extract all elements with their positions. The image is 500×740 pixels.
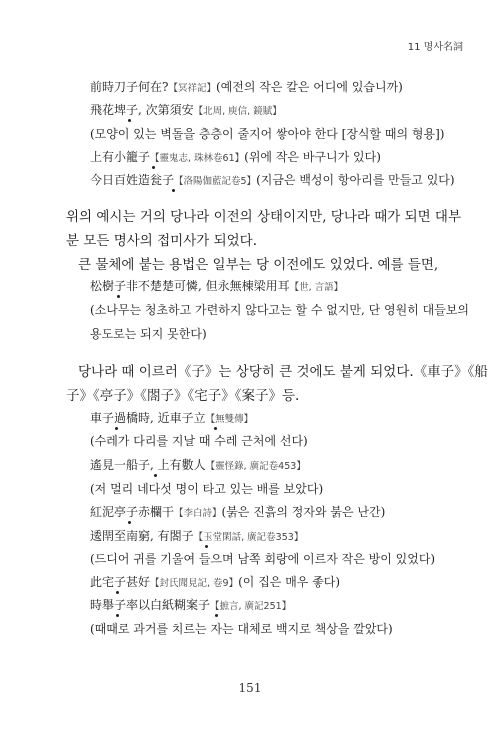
emphasis-dot [205,545,208,548]
source-citation: 【靈鬼志, 珠林卷61】 [150,153,245,164]
emphasis-dot [154,474,157,477]
source-citation: 【封氏聞見記, 卷9】 [150,578,239,589]
source-citation: 【玉堂閑話, 廣記卷353】 [193,532,304,543]
translation-line [90,432,308,449]
translation: (붉은 진흙의 정자와 붉은 난간) [221,505,386,519]
translation: (소나무는 청초하고 가련하지 않다고는 할 수 없지만, 단 영원히 대들보의 [90,303,469,317]
emphasis-dot [214,427,217,430]
source-citation: 【李白詩】 [174,508,222,519]
example-line [90,101,282,118]
translation-line [90,301,469,318]
source-citation: 【摭言, 廣記251】 [210,601,292,612]
emphasis-dot [117,295,120,298]
translation: (수레가 다리를 지날 때 수레 근처에 선다) [90,434,308,448]
body-paragraph-line: 분 모든 명사의 접미사가 되었다. [66,233,257,249]
example-line [90,503,385,520]
example-line [90,171,455,188]
source-citation: 【北周, 庾信, 鏡賦】 [193,106,282,117]
example-text: 逶閈至南窮, 有閤子 [90,529,194,543]
example-line [90,148,381,165]
translation: (모양이 있는 벽돌을 층층이 줄지어 쌓아야 한다 [장식할 때의 형용]) [90,127,445,141]
source-citation: 【無雙傳】 [205,414,254,425]
example-line [90,596,291,613]
example-text: 松樹子非不楚楚可憐, 但永無棟梁用耳 [90,279,290,293]
example-text: 車子過橋時, 近車子立 [90,411,206,425]
body-paragraph-line: 위의 예시는 거의 당나라 이전의 상태이지만, 당나라 때가 되면 대부 [66,209,462,225]
translation-line [90,620,393,637]
example-line [90,277,343,294]
example-text: 上有小籠子 [90,150,151,164]
example-text: 飛花埤子, 次第須安 [90,103,194,117]
translation-line [90,550,435,567]
example-line [90,456,306,473]
example-text: 此宅子甚好 [90,575,151,589]
body-paragraph-line: 당나라 때 이르러《子》는 상당히 큰 것에도 붙게 되었다.《車子》《船 [78,364,488,380]
emphasis-dot [128,119,131,122]
emphasis-dot [128,521,131,524]
translation: (저 멀리 네다섯 명이 타고 있는 배를 보았다) [90,482,324,496]
emphasis-dot [116,591,119,594]
body-paragraph-line: 큰 물체에 붙는 용법은 일부는 당 이전에도 있었다. 예를 들면, [78,257,439,273]
source-citation: 【世, 言語】 [289,282,344,293]
example-line [90,573,340,590]
translation-line [90,325,207,342]
emphasis-dot [172,189,175,192]
example-text: 前時刀子何在? [90,80,169,94]
translation: (이 집은 매우 좋다) [238,575,341,589]
example-text: 時舉子率以白紙糊案子 [90,598,211,612]
running-header: 11 명사名詞 [407,42,463,53]
translation: (지금은 백성이 항아리를 만들고 있다) [256,173,455,187]
translation: (예전의 작은 칼은 어디에 있습니까) [215,80,403,94]
translation-line [90,480,323,497]
body-paragraph-line: 子》《亭子》《閤子》《宅子》《案子》등. [66,388,300,404]
example-text: 紅泥亭子赤欄干 [90,505,175,519]
emphasis-dot [215,614,218,617]
emphasis-dot [115,427,118,430]
source-citation: 【洛陽伽藍記卷5】 [174,176,257,187]
translation: 용도로는 되지 못한다) [90,327,207,341]
source-citation: 【冥祥記】 [168,83,216,94]
translation-line [90,125,444,142]
emphasis-dot [152,166,155,169]
translation: (드디어 귀를 기울여 들으며 남쪽 회랑에 이르자 작은 방이 있었다) [90,552,436,566]
source-citation: 【靈怪錄, 廣記卷453】 [205,461,306,472]
translation: (위에 작은 바구니가 있다) [244,150,381,164]
example-line [90,78,403,95]
translation: (때때로 과거를 치르는 자는 대체로 백지로 책상을 깔았다) [90,622,393,636]
example-line [90,409,253,426]
example-text: 今日百姓造瓮子 [90,173,175,187]
example-text: 遙見一船子, 上有數人 [90,458,206,472]
emphasis-dot [116,614,119,617]
example-line [90,527,303,544]
page-number: 151 [238,681,262,695]
